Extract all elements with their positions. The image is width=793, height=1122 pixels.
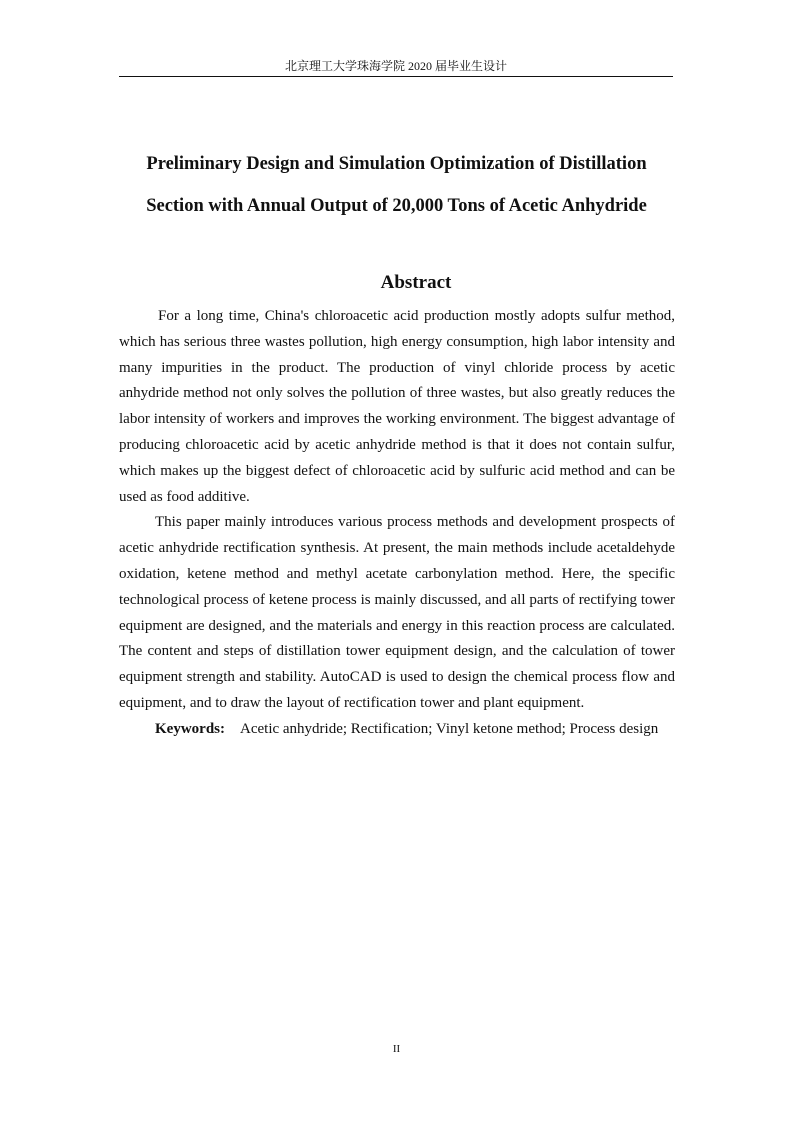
page-number: II (392, 1043, 401, 1055)
abstract-body (119, 304, 675, 743)
paper-title-line-1: Preliminary Design and Simulation Optimization of Distillation (146, 154, 647, 174)
abstract-paragraph-1: For a long time, China's chloroacetic acid production mostly adopts sulfur method, which has serious three wastes pollution, high energy consumption, high labor intensity and many impurities in the product. The production of vinyl chloride process by acetic anhydride method not only solves the pollution of three wastes, but also greatly reduces the labor intensity of workers and improves the working environment. The biggest advantage of producing chloroacetic acid by acetic anhydride method is that it does not contain sulfur, which makes up the biggest defect of chloroacetic acid by sulfuric acid method and can be used as food additive. (119, 308, 675, 505)
paper-title-line-2: Section with Annual Output of 20,000 Tons of Acetic Anhydride (146, 196, 647, 216)
keywords-line (119, 717, 675, 743)
keywords-list: Acetic anhydride; Rectification; Vinyl ketone method; Process design (240, 720, 659, 737)
header-rule (119, 76, 673, 77)
keywords-label: Keywords: (155, 720, 225, 737)
abstract-heading: Abstract (380, 272, 452, 293)
running-header: 北京理工大学珠海学院 2020 届毕业生设计 (284, 59, 507, 73)
abstract-paragraph-2: This paper mainly introduces various process methods and development prospects of acetic anhydride rectification synthesis. At present, the main methods include acetaldehyde oxidation, ketene method and methyl acetate carbonylation method. Here, the specific technological process of ketene process is mainly discussed, and all parts of rectifying tower equipment are designed, and the materials and energy in this reaction process are calculated. The content and steps of distillation tower equipment design, and the calculation of tower equipment strength and stability. AutoCAD is used to design the chemical process flow and equipment, and to draw the layout of rectification tower and plant equipment. (119, 514, 675, 711)
paper-title (100, 143, 693, 227)
